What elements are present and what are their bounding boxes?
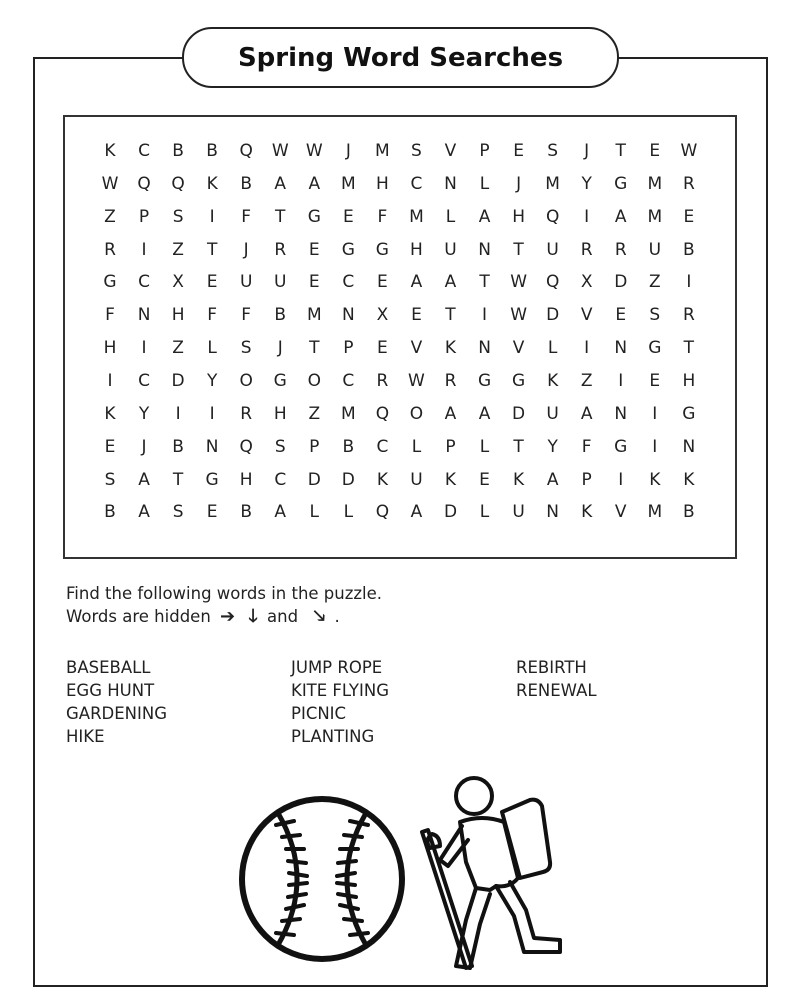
grid-letter: D [546,305,560,326]
grid-letter: Z [308,403,321,424]
grid-letter: N [478,239,491,260]
grid-letter: L [445,206,456,227]
grid-letter: G [273,370,287,391]
grid-letter: I [618,370,624,391]
grid-letter: M [409,206,424,227]
instructions [66,582,382,628]
grid-letter: G [614,173,628,194]
grid-letter: R [614,239,627,260]
grid-letter: C [342,272,355,293]
grid-letter: Z [172,338,184,359]
grid-letter: H [239,469,253,490]
grid-letter: W [271,141,289,161]
word-list-item: EGG HUNT [66,681,155,700]
grid-letter: G [512,370,526,391]
grid-letter: M [647,206,663,227]
grid-letter: W [680,141,698,161]
puzzle-box [63,115,737,559]
grid-letter: S [104,469,116,490]
grid-letter: U [648,239,662,260]
word-list-column-1 [66,656,167,748]
grid-letter: O [307,370,321,391]
grid-letter: C [376,436,389,457]
grid-letter: E [104,436,116,457]
grid-letter: H [512,206,525,227]
grid-letter: A [138,469,150,490]
grid-letter: A [138,502,150,523]
grid-letter: L [479,436,490,457]
grid-letter: E [206,502,218,523]
grid-letter: Z [172,239,184,260]
grid-letter: I [107,370,113,391]
grid-letter: L [207,338,217,359]
grid-letter: M [341,173,356,194]
grid-letter: B [172,436,184,457]
grid-letter: S [172,502,184,523]
grid-letter: I [652,403,658,424]
hiker-icon [410,770,570,975]
grid-letter: X [580,272,593,293]
word-list-item: REBIRTH [516,658,587,677]
grid-letter: I [209,206,215,227]
grid-letter: I [584,206,590,227]
grid-letter: M [341,403,356,424]
grid-letter: V [410,338,423,359]
grid-letter: Q [137,173,151,194]
grid-letter: J [243,239,249,260]
grid-letter: H [171,305,185,326]
grid-letter: U [444,239,457,260]
grid-letter: H [273,403,287,424]
page-title: Spring Word Searches [237,42,564,73]
grid-letter: N [137,305,151,326]
grid-letter: B [683,502,695,523]
grid-letter: J [141,436,147,457]
grid-letter: Z [580,370,593,391]
grid-letter: B [240,502,253,523]
grid-letter: K [444,338,457,359]
grid-letter: K [513,469,525,490]
word-list-item: KITE FLYING [291,681,390,700]
word-list-item: RENEWAL [516,681,597,700]
grid-letter: D [443,502,458,523]
grid-letter: P [445,436,456,457]
grid-letter: T [479,272,490,293]
grid-letter: R [682,173,695,194]
grid-letter: M [647,502,663,523]
grid-letter: E [479,469,490,490]
grid-letter: M [375,141,390,161]
grid-letter: Q [545,206,560,227]
grid-letter: H [103,338,117,359]
grid-letter: K [206,173,218,194]
grid-letter: F [241,206,252,227]
grid-letter: Y [581,173,592,194]
baseball-icon [238,795,406,963]
word-list-column-2 [291,656,389,748]
grid-letter: Q [239,436,253,457]
grid-letter: O [409,403,424,424]
grid-letter: X [376,305,389,326]
grid-letter: E [649,370,661,391]
grid-letter: T [445,305,456,326]
grid-letter: W [408,370,425,391]
grid-letter: U [410,469,423,490]
grid-letter: I [686,272,692,293]
grid-letter: C [138,141,150,161]
grid-letter: L [479,502,490,523]
grid-letter: N [614,403,628,424]
grid-letter: D [614,272,628,293]
grid-letter: U [546,403,559,424]
grid-letter: H [410,239,423,260]
grid-letter: M [647,173,663,194]
grid-letter: F [105,305,115,326]
grid-letter: G [375,239,389,260]
grid-letter: K [104,141,116,161]
grid-letter: C [410,173,423,194]
grid-letter: B [683,239,695,260]
grid-letter: Y [206,370,218,391]
grid-letter: U [546,239,559,260]
grid-letter: N [478,338,491,359]
arrow-diagonal-icon: 🡖 [313,606,326,627]
grid-letter: J [584,141,590,161]
grid-letter: F [207,305,218,326]
instructions-period: . [334,607,340,626]
grid-letter: A [410,502,423,523]
grid-letter: C [342,370,355,391]
grid-letter: I [141,338,147,359]
grid-letter: D [341,469,355,490]
grid-letter: M [306,305,322,326]
grid-letter: L [479,173,490,194]
grid-letter: P [138,206,150,227]
grid-letter: I [584,338,590,359]
grid-letter: A [274,173,287,194]
grid-letter: A [308,173,321,194]
grid-letter: Q [545,272,560,293]
grid-letter: S [274,436,286,457]
grid-letter: E [513,141,524,161]
grid-letter: U [239,272,253,293]
grid-letter: R [580,239,593,260]
grid-letter: G [614,436,628,457]
grid-letter: T [513,239,524,260]
grid-letter: K [581,502,593,523]
grid-letter: R [104,239,116,260]
grid-letter: G [648,338,662,359]
grid-letter: Q [171,173,185,194]
grid-letter: P [343,338,354,359]
grid-letter: R [682,305,695,326]
arrow-down-icon: 🡓 [248,606,258,627]
grid-letter: B [342,436,355,457]
grid-letter: A [444,272,457,293]
grid-letter: W [510,272,527,293]
grid-letter: N [682,436,696,457]
grid-letter: Q [375,502,390,523]
grid-letter: E [308,272,320,293]
grid-letter: U [274,272,287,293]
grid-letter: Y [547,436,558,457]
grid-letter: U [512,502,525,523]
grid-letter: C [138,272,150,293]
grid-letter: X [172,272,184,293]
grid-letter: J [277,338,283,359]
grid-letter: T [513,436,524,457]
grid-letter: S [649,305,661,326]
grid-letter: R [376,370,389,391]
grid-letter: P [479,141,490,161]
grid-letter: S [411,141,422,161]
grid-letter: I [482,305,488,326]
arrow-right-icon: ➔ [220,606,236,627]
grid-letter: I [209,403,215,424]
grid-letter: Q [239,141,253,161]
grid-letter: A [614,206,627,227]
grid-letter: V [614,502,627,523]
grid-letter: E [615,305,627,326]
grid-letter: M [545,173,560,194]
grid-letter: E [342,206,354,227]
grid-letter: G [341,239,355,260]
grid-letter: P [309,436,320,457]
grid-letter: S [240,338,252,359]
grid-letter: N [341,305,355,326]
grid-letter: A [478,403,491,424]
grid-letter: F [581,436,592,457]
title-banner [182,27,619,88]
grid-letter: P [581,469,592,490]
grid-letter: R [444,370,457,391]
grid-letter: N [546,502,559,523]
grid-letter: T [172,469,184,490]
grid-letter: K [376,469,388,490]
grid-letter: L [411,436,422,457]
grid-letter: C [274,469,287,490]
grid-letter: V [580,305,593,326]
grid-letter: T [615,141,626,161]
grid-letter: E [683,206,695,227]
grid-letter: K [104,403,116,424]
grid-letter: J [345,141,351,161]
grid-letter: V [444,141,457,161]
word-list-item: BASEBALL [66,658,151,677]
grid-letter: F [377,206,388,227]
grid-letter: L [343,502,354,523]
word-list-item: HIKE [66,727,105,746]
grid-letter: A [580,403,593,424]
word-list-item: PICNIC [291,704,347,723]
grid-letter: B [240,173,253,194]
word-list-item: GARDENING [66,704,168,723]
grid-letter: T [683,338,695,359]
grid-letter: B [274,305,287,326]
grid-letter: A [444,403,457,424]
grid-letter: S [172,206,184,227]
grid-letter: B [104,502,116,523]
grid-letter: W [101,173,119,194]
grid-letter: W [510,305,527,326]
grid-letter: R [240,403,253,424]
grid-letter: H [375,173,389,194]
grid-letter: G [103,272,117,293]
grid-letter: A [410,272,423,293]
grid-letter: Y [138,403,150,424]
grid-letter: K [547,370,559,391]
grid-letter: E [649,141,661,161]
grid-letter: I [652,436,658,457]
grid-letter: Z [104,206,116,227]
grid-letter: Q [375,403,390,424]
grid-letter: A [546,469,559,490]
grid-letter: N [205,436,219,457]
grid-letter: I [618,469,624,490]
grid-letter: K [444,469,457,490]
grid-letter: H [682,370,696,391]
grid-letter: D [512,403,526,424]
grid-letter: D [171,370,185,391]
grid-letter: I [141,239,147,260]
grid-letter: S [547,141,559,161]
grid-letter: N [444,173,457,194]
instructions-line-1: Find the following words in the puzzle. [66,584,383,603]
word-list-column-3 [516,656,597,702]
grid-letter: G [205,469,219,490]
grid-letter: T [309,338,320,359]
instructions-line-2 [66,605,382,628]
grid-letter: T [206,239,218,260]
grid-letter: J [516,173,522,194]
grid-letter: A [274,502,287,523]
word-list-item: JUMP ROPE [291,658,383,677]
grid-letter: B [206,141,218,161]
grid-letter: G [307,206,321,227]
grid-letter: C [138,370,150,391]
grid-letter: F [241,305,252,326]
instructions-prefix: Words are hidden [66,607,211,626]
grid-letter: D [307,469,321,490]
grid-letter: E [377,338,388,359]
grid-letter: E [206,272,218,293]
grid-letter: K [683,469,695,490]
grid-letter: T [275,206,286,227]
grid-letter: I [175,403,181,424]
grid-letter: B [172,141,184,161]
grid-letter: Z [648,272,661,293]
grid-letter: O [239,370,253,391]
grid-letter: L [547,338,558,359]
grid-letter: G [682,403,696,424]
grid-letter: A [478,206,491,227]
grid-letter: E [377,272,388,293]
instructions-and: and [267,607,299,626]
word-list-item: PLANTING [291,727,375,746]
grid-letter: K [649,469,661,490]
grid-letter: G [477,370,492,391]
grid-letter: L [309,502,320,523]
grid-letter: V [512,338,525,359]
grid-letter: W [305,141,323,161]
grid-letter: E [308,239,320,260]
grid-letter: N [614,338,628,359]
grid-letter: E [411,305,422,326]
grid-letter: R [274,239,287,260]
